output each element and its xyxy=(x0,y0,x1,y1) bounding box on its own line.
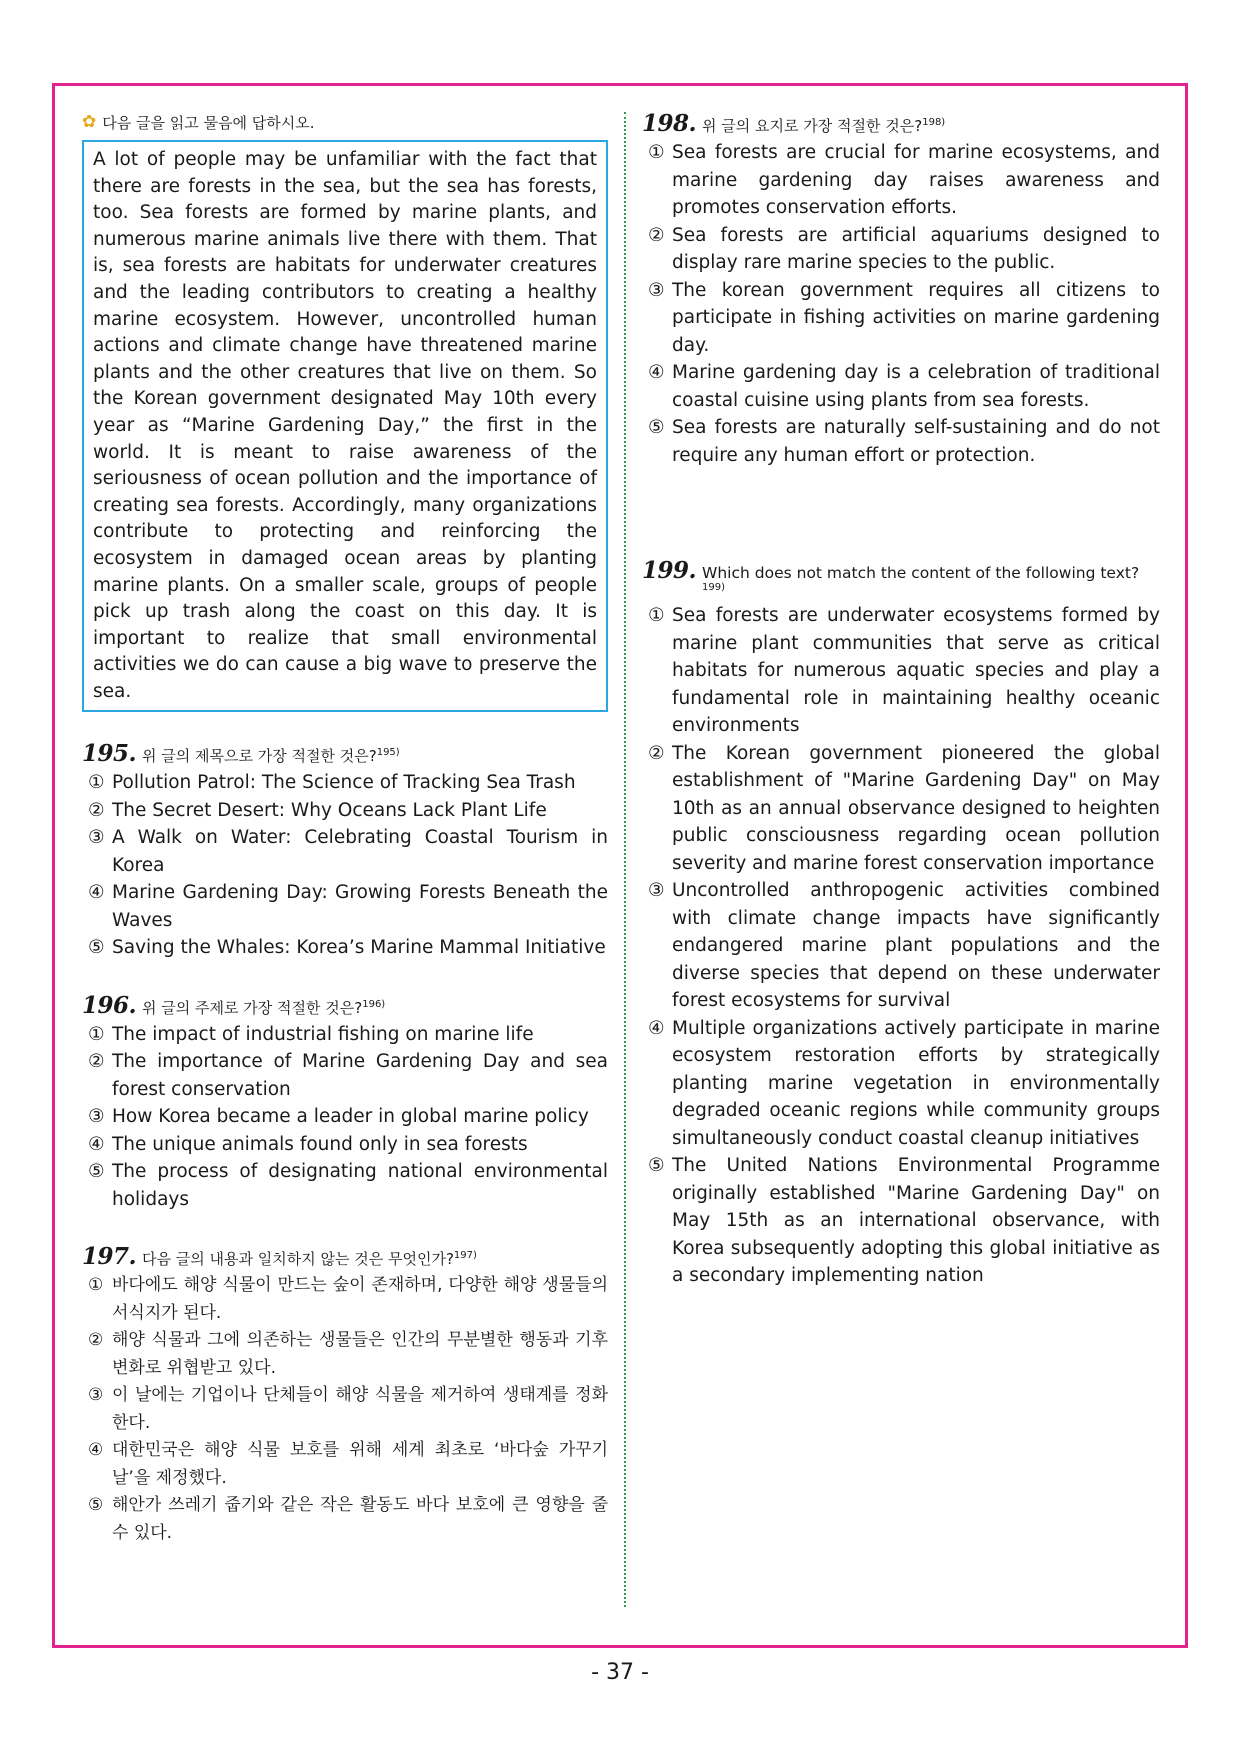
option-3[interactable]: ③ 이 날에는 기업이나 단체들이 해양 식물을 제거하여 생태계를 정화한다. xyxy=(88,1385,608,1433)
page-number: - 37 - xyxy=(591,1660,649,1685)
option-2[interactable]: ② The Secret Desert: Why Oceans Lack Plant Life xyxy=(88,799,547,821)
question-195 xyxy=(82,740,608,962)
option-5[interactable]: ⑤ The process of designating national environmental holidays xyxy=(88,1161,608,1210)
option-4[interactable]: ④ Multiple organizations actively participate in marine ecosystem restoration efforts by strategically planting marine vegetation in environmentally degraded oceanic regions while community groups simultaneously conduct coastal cleanup initiatives xyxy=(648,1017,1160,1149)
option-5[interactable]: ⑤ Sea forests are naturally self-sustaining and do not require any human effort or protection. xyxy=(648,417,1160,466)
option-4[interactable]: ④ 대한민국은 해양 식물 보호를 위해 세계 최초로 ‘바다숲 가꾸기 날’을 제정했다. xyxy=(88,1440,608,1488)
reading-passage: A lot of people may be unfamiliar with the fact that there are forests in the sea, but the sea has forests, too. Sea forests are formed by marine plants, and numerous marine animals live there with them. That is, sea forests are habitats for underwater creatures and the leading contributors to creating a healthy marine ecosystem. However, uncontrolled human actions and climate change have threatened marine plants and the other creatures that live on them. So the Korean government designated May 10th every year as “Marine Gardening Day,” the first in the world. It is meant to raise awareness of the seriousness of ocean pollution and the importance of creating sea forests. Accordingly, many organizations contribute to protecting and reinforcing the ecosystem in damaged ocean areas by planting marine plants. On a smaller scale, groups of people pick up trash along the coast on this day. It is important to realize that small environmental activities we do can cause a big wave to preserve the sea. xyxy=(82,140,608,712)
question-text: 다음 글의 내용과 일치하지 않는 것은 무엇인가?$^{197)}$ xyxy=(142,1250,477,1269)
instruction-text: 다음 글을 읽고 물음에 답하시오. xyxy=(102,113,315,132)
option-4[interactable]: ④ The unique animals found only in sea forests xyxy=(88,1133,528,1155)
left-column xyxy=(82,110,608,1547)
option-4[interactable]: ④ Marine gardening day is a celebration of traditional coastal cuisine using plants from sea forests. xyxy=(648,362,1160,411)
question-text: 위 글의 요지로 가장 적절한 것은?$^{198)}$ xyxy=(702,117,946,135)
question-number: 196. xyxy=(82,991,137,1019)
option-3[interactable]: ③ Uncontrolled anthropogenic activities combined with climate change impacts have significantly endangered marine plant populations and the diverse species that depend on these underwater forest ecosystems for survival xyxy=(648,880,1160,1012)
question-text: 위 글의 제목으로 가장 적절한 것은?$^{195)}$ xyxy=(142,747,400,766)
footnote-ref: 199) xyxy=(702,582,726,593)
question-197 xyxy=(82,1243,608,1547)
option-1[interactable]: ① Pollution Patrol: The Science of Tracking Sea Trash xyxy=(88,772,576,794)
question-number: 199. xyxy=(642,557,697,584)
option-5[interactable]: ⑤ The United Nations Environmental Programme originally established "Marine Gardening Day" on May 15th as an international observance, with Korea subsequently adopting this global initiative as a secondary implementing nation xyxy=(648,1155,1160,1287)
footnote-ref: 198) xyxy=(922,117,946,128)
option-2[interactable]: ② The importance of Marine Gardening Day and sea forest conservation xyxy=(88,1051,608,1100)
option-1[interactable]: ① Sea forests are underwater ecosystems formed by marine plant communities that serve as critical habitats for numerous aquatic species and play a fundamental role in maintaining healthy oceanic environments xyxy=(648,605,1160,737)
instruction xyxy=(82,110,608,134)
option-1[interactable]: ① The impact of industrial fishing on marine life xyxy=(88,1023,534,1045)
option-3[interactable]: ③ A Walk on Water: Celebrating Coastal Tourism in Korea xyxy=(88,827,608,876)
option-list xyxy=(82,1272,608,1547)
option-list xyxy=(642,139,1160,469)
option-list xyxy=(82,769,608,962)
footnote-ref: 197) xyxy=(453,1250,477,1262)
question-text: 위 글의 주제로 가장 적절한 것은?$^{196)}$ xyxy=(142,998,386,1017)
question-196 xyxy=(82,992,608,1214)
question-header xyxy=(82,740,608,767)
option-1[interactable]: ① Sea forests are crucial for marine ecosystems, and marine gardening day raises awareness and promotes conservation efforts. xyxy=(648,142,1160,218)
option-1[interactable]: ① 바다에도 해양 식물이 만드는 숲이 존재하며, 다양한 해양 생물들의 서식지가 된다. xyxy=(88,1275,608,1323)
footnote-ref: 196) xyxy=(362,998,386,1010)
question-198 xyxy=(642,110,1160,469)
flower-icon: ✿ xyxy=(82,111,97,132)
question-number: 198. xyxy=(642,110,697,137)
question-header xyxy=(82,992,608,1019)
question-text: Which does not match the content of the following text?$^{199)}$ xyxy=(702,564,1140,593)
right-column xyxy=(642,110,1160,1290)
question-header xyxy=(642,110,1160,137)
question-header xyxy=(642,557,1160,600)
column-divider xyxy=(624,112,626,1607)
option-5[interactable]: ⑤ 해안가 쓰레기 줍기와 같은 작은 활동도 바다 보호에 큰 영향을 줄 수 있다. xyxy=(88,1495,608,1543)
option-5[interactable]: ⑤ Saving the Whales: Korea’s Marine Mammal Initiative xyxy=(88,937,606,959)
option-2[interactable]: ② The Korean government pioneered the global establishment of "Marine Gardening Day" on May 10th as an annual observance designed to heighten public consciousness regarding ocean pollution severity and marine forest conservation importance xyxy=(648,742,1160,874)
question-number: 195. xyxy=(82,740,137,768)
option-3[interactable]: ③ How Korea became a leader in global marine policy xyxy=(88,1106,589,1128)
option-2[interactable]: ② 해양 식물과 그에 의존하는 생물들은 인간의 무분별한 행동과 기후 변화로 위협받고 있다. xyxy=(88,1330,608,1378)
option-list xyxy=(642,602,1160,1290)
option-4[interactable]: ④ Marine Gardening Day: Growing Forests Beneath the Waves xyxy=(88,882,608,931)
option-2[interactable]: ② Sea forests are artificial aquariums designed to display rare marine species to the public. xyxy=(648,224,1160,273)
option-3[interactable]: ③ The korean government requires all citizens to participate in fishing activities on marine gardening day. xyxy=(648,279,1160,356)
footnote-ref: 195) xyxy=(376,747,400,759)
question-number: 197. xyxy=(82,1243,137,1271)
question-199 xyxy=(642,557,1160,1290)
option-list xyxy=(82,1021,608,1214)
question-header xyxy=(82,1243,608,1270)
